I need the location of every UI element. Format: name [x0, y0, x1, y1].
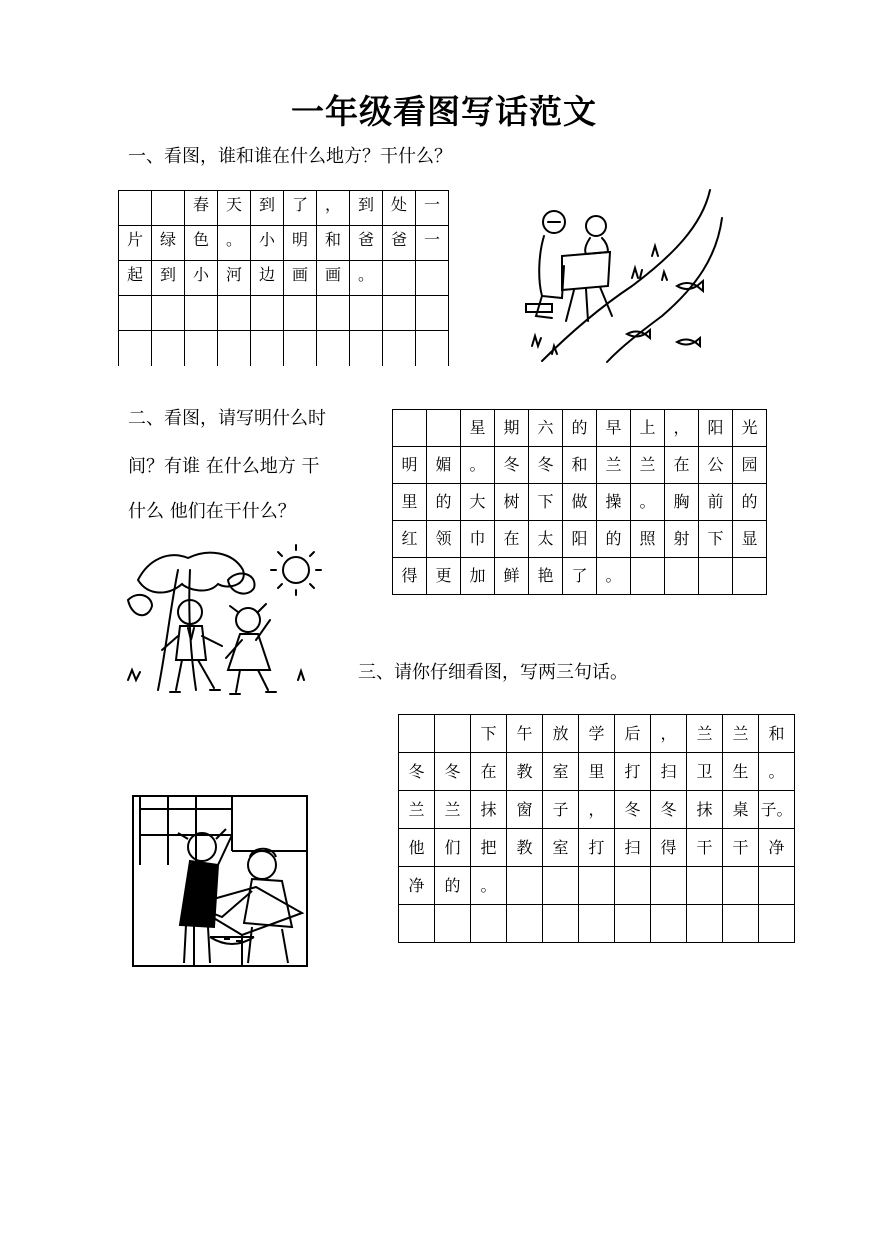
grid-cell: [152, 296, 185, 331]
grid-cell: 的: [563, 410, 597, 447]
grid-cell: 。: [631, 484, 665, 521]
grid-cell: 。: [471, 867, 507, 905]
grid-cell: [416, 331, 449, 366]
grid-cell: 显: [733, 521, 767, 558]
grid-cell: [435, 905, 471, 943]
grid-cell: 了: [563, 558, 597, 595]
grid-cell: [471, 905, 507, 943]
grid-cell: 射: [665, 521, 699, 558]
children-exercising-under-tree-illustration: [118, 540, 338, 715]
grid-cell: 操: [597, 484, 631, 521]
page-title: 一年级看图写话范文: [291, 92, 597, 131]
grid-cell: [723, 905, 759, 943]
grid-cell: 冬: [615, 791, 651, 829]
grid-cell: [507, 867, 543, 905]
grid-cell: 色: [185, 226, 218, 261]
grid-cell: 得: [393, 558, 427, 595]
grid-cell: ，: [665, 410, 699, 447]
grid-cell: 明: [393, 447, 427, 484]
grid-cell: 园: [733, 447, 767, 484]
grid-cell: 冬: [435, 753, 471, 791]
grid-row: [119, 226, 449, 261]
grid-cell: [399, 905, 435, 943]
grid-cell: 。: [759, 753, 795, 791]
grid-cell: 子: [543, 791, 579, 829]
grid-cell: [350, 331, 383, 366]
grid-cell: 和: [563, 447, 597, 484]
grid-cell: [543, 905, 579, 943]
grid-cell: [284, 296, 317, 331]
grid-cell: 兰: [597, 447, 631, 484]
grid-cell: 下: [529, 484, 563, 521]
section3-writing-grid: [398, 714, 795, 943]
grid-cell: [416, 261, 449, 296]
grid-cell: [687, 867, 723, 905]
grid-cell: 卫: [687, 753, 723, 791]
grid-cell: [651, 867, 687, 905]
grid-cell: [317, 331, 350, 366]
grid-cell: [435, 715, 471, 753]
grid-cell: [393, 410, 427, 447]
grid-cell: 光: [733, 410, 767, 447]
grid-cell: 子。: [759, 791, 795, 829]
grid-cell: [383, 331, 416, 366]
grid-cell: 更: [427, 558, 461, 595]
grid-cell: 。: [597, 558, 631, 595]
section2-prompt-line1: 二、看图，请写明什么时: [128, 408, 326, 429]
grid-cell: 下: [471, 715, 507, 753]
grid-cell: 把: [471, 829, 507, 867]
grid-cell: 冬: [399, 753, 435, 791]
grid-row: [399, 829, 795, 867]
grid-cell: 生: [723, 753, 759, 791]
grid-cell: 阳: [563, 521, 597, 558]
grid-cell: [651, 905, 687, 943]
grid-cell: 期: [495, 410, 529, 447]
grid-cell: 画: [317, 261, 350, 296]
grid-cell: 鲜: [495, 558, 529, 595]
grid-cell: 上: [631, 410, 665, 447]
grid-row: [119, 261, 449, 296]
grid-row: [393, 521, 767, 558]
grid-cell: 加: [461, 558, 495, 595]
grid-cell: 胸: [665, 484, 699, 521]
grid-cell: 室: [543, 753, 579, 791]
grid-cell: 净: [399, 867, 435, 905]
grid-row: [399, 867, 795, 905]
grid-cell: 扫: [651, 753, 687, 791]
grid-cell: 冬: [495, 447, 529, 484]
grid-row: [399, 715, 795, 753]
grid-cell: 在: [495, 521, 529, 558]
grid-cell: [350, 296, 383, 331]
grid-cell: 教: [507, 829, 543, 867]
grid-cell: 在: [665, 447, 699, 484]
grid-cell: 里: [579, 753, 615, 791]
grid-row: [119, 191, 449, 226]
grid-cell: 边: [251, 261, 284, 296]
grid-cell: 抹: [687, 791, 723, 829]
grid-cell: 室: [543, 829, 579, 867]
grid-cell: [579, 867, 615, 905]
grid-cell: 了: [284, 191, 317, 226]
grid-cell: [284, 331, 317, 366]
grid-cell: [152, 331, 185, 366]
grid-cell: [119, 296, 152, 331]
grid-cell: 艳: [529, 558, 563, 595]
grid-cell: 得: [651, 829, 687, 867]
grid-cell: 到: [251, 191, 284, 226]
grid-cell: 打: [615, 753, 651, 791]
grid-cell: 前: [699, 484, 733, 521]
grid-cell: 巾: [461, 521, 495, 558]
grid-cell: 处: [383, 191, 416, 226]
grid-cell: 天: [218, 191, 251, 226]
grid-cell: 抹: [471, 791, 507, 829]
grid-cell: ，: [579, 791, 615, 829]
grid-cell: 学: [579, 715, 615, 753]
grid-cell: [218, 331, 251, 366]
grid-cell: 们: [435, 829, 471, 867]
grid-cell: 扫: [615, 829, 651, 867]
grid-cell: [699, 558, 733, 595]
grid-cell: [733, 558, 767, 595]
grid-cell: 的: [597, 521, 631, 558]
grid-cell: 片: [119, 226, 152, 261]
grid-cell: 明: [284, 226, 317, 261]
grid-cell: [687, 905, 723, 943]
grid-cell: 放: [543, 715, 579, 753]
grid-cell: 的: [733, 484, 767, 521]
grid-cell: 午: [507, 715, 543, 753]
grid-cell: 干: [723, 829, 759, 867]
grid-cell: 早: [597, 410, 631, 447]
grid-cell: [185, 331, 218, 366]
grid-cell: 的: [435, 867, 471, 905]
grid-cell: 他: [399, 829, 435, 867]
grid-row: [399, 753, 795, 791]
grid-cell: 一: [416, 226, 449, 261]
grid-row: [393, 410, 767, 447]
grid-cell: [759, 905, 795, 943]
section2-prompt-line2: 间？有谁 在什么地方 干: [128, 456, 320, 477]
grid-cell: 和: [759, 715, 795, 753]
grid-cell: 到: [152, 261, 185, 296]
grid-cell: 兰: [723, 715, 759, 753]
grid-cell: [383, 261, 416, 296]
grid-cell: 的: [427, 484, 461, 521]
grid-cell: 小: [185, 261, 218, 296]
grid-cell: [185, 296, 218, 331]
grid-cell: 窗: [507, 791, 543, 829]
grid-row: [393, 447, 767, 484]
grid-cell: 和: [317, 226, 350, 261]
grid-cell: [218, 296, 251, 331]
grid-cell: 起: [119, 261, 152, 296]
grid-cell: 在: [471, 753, 507, 791]
grid-cell: [427, 410, 461, 447]
grid-cell: 兰: [399, 791, 435, 829]
grid-cell: 领: [427, 521, 461, 558]
grid-cell: ，: [317, 191, 350, 226]
grid-row: [119, 296, 449, 331]
grid-cell: 兰: [687, 715, 723, 753]
grid-cell: 爸: [350, 226, 383, 261]
grid-cell: 星: [461, 410, 495, 447]
grid-cell: 六: [529, 410, 563, 447]
grid-cell: 小: [251, 226, 284, 261]
grid-cell: 冬: [651, 791, 687, 829]
grid-row: [393, 484, 767, 521]
grid-cell: 。: [461, 447, 495, 484]
section2-writing-grid: [392, 409, 767, 595]
grid-cell: 公: [699, 447, 733, 484]
section1-prompt: 一、看图，谁和谁在什么地方？干什么？: [128, 146, 452, 167]
grid-cell: 教: [507, 753, 543, 791]
grid-cell: 桌: [723, 791, 759, 829]
grid-cell: 打: [579, 829, 615, 867]
grid-cell: 。: [350, 261, 383, 296]
grid-cell: 净: [759, 829, 795, 867]
grid-cell: 照: [631, 521, 665, 558]
grid-cell: 河: [218, 261, 251, 296]
grid-cell: [579, 905, 615, 943]
grid-cell: 春: [185, 191, 218, 226]
grid-cell: [631, 558, 665, 595]
grid-cell: [615, 905, 651, 943]
grid-row: [119, 331, 449, 366]
grid-cell: [723, 867, 759, 905]
section1-writing-grid: [118, 190, 449, 366]
grid-cell: [152, 191, 185, 226]
grid-cell: 下: [699, 521, 733, 558]
grid-cell: [416, 296, 449, 331]
grid-cell: 太: [529, 521, 563, 558]
grid-cell: [543, 867, 579, 905]
grid-row: [399, 791, 795, 829]
father-son-drawing-by-river-illustration: [512, 186, 732, 366]
grid-cell: [399, 715, 435, 753]
grid-cell: [383, 296, 416, 331]
grid-cell: 画: [284, 261, 317, 296]
grid-cell: [251, 296, 284, 331]
children-cleaning-classroom-illustration: [132, 795, 308, 967]
grid-cell: 媚: [427, 447, 461, 484]
grid-cell: 爸: [383, 226, 416, 261]
grid-row: [399, 905, 795, 943]
grid-cell: 兰: [435, 791, 471, 829]
grid-cell: 绿: [152, 226, 185, 261]
section3-prompt: 三、请你仔细看图，写两三句话。: [358, 662, 628, 683]
grid-cell: 干: [687, 829, 723, 867]
grid-cell: 红: [393, 521, 427, 558]
grid-cell: 后: [615, 715, 651, 753]
grid-cell: 到: [350, 191, 383, 226]
grid-cell: [507, 905, 543, 943]
grid-cell: 做: [563, 484, 597, 521]
grid-cell: [759, 867, 795, 905]
grid-cell: 树: [495, 484, 529, 521]
grid-row: [393, 558, 767, 595]
grid-cell: 冬: [529, 447, 563, 484]
grid-cell: [665, 558, 699, 595]
grid-cell: 一: [416, 191, 449, 226]
grid-cell: 。: [218, 226, 251, 261]
grid-cell: [317, 296, 350, 331]
grid-cell: [119, 191, 152, 226]
grid-cell: [615, 867, 651, 905]
grid-cell: 阳: [699, 410, 733, 447]
grid-cell: ，: [651, 715, 687, 753]
grid-cell: [251, 331, 284, 366]
grid-cell: 兰: [631, 447, 665, 484]
grid-cell: 大: [461, 484, 495, 521]
grid-cell: 里: [393, 484, 427, 521]
section2-prompt-line3: 什么 他们在干什么？: [128, 501, 296, 522]
grid-cell: [119, 331, 152, 366]
